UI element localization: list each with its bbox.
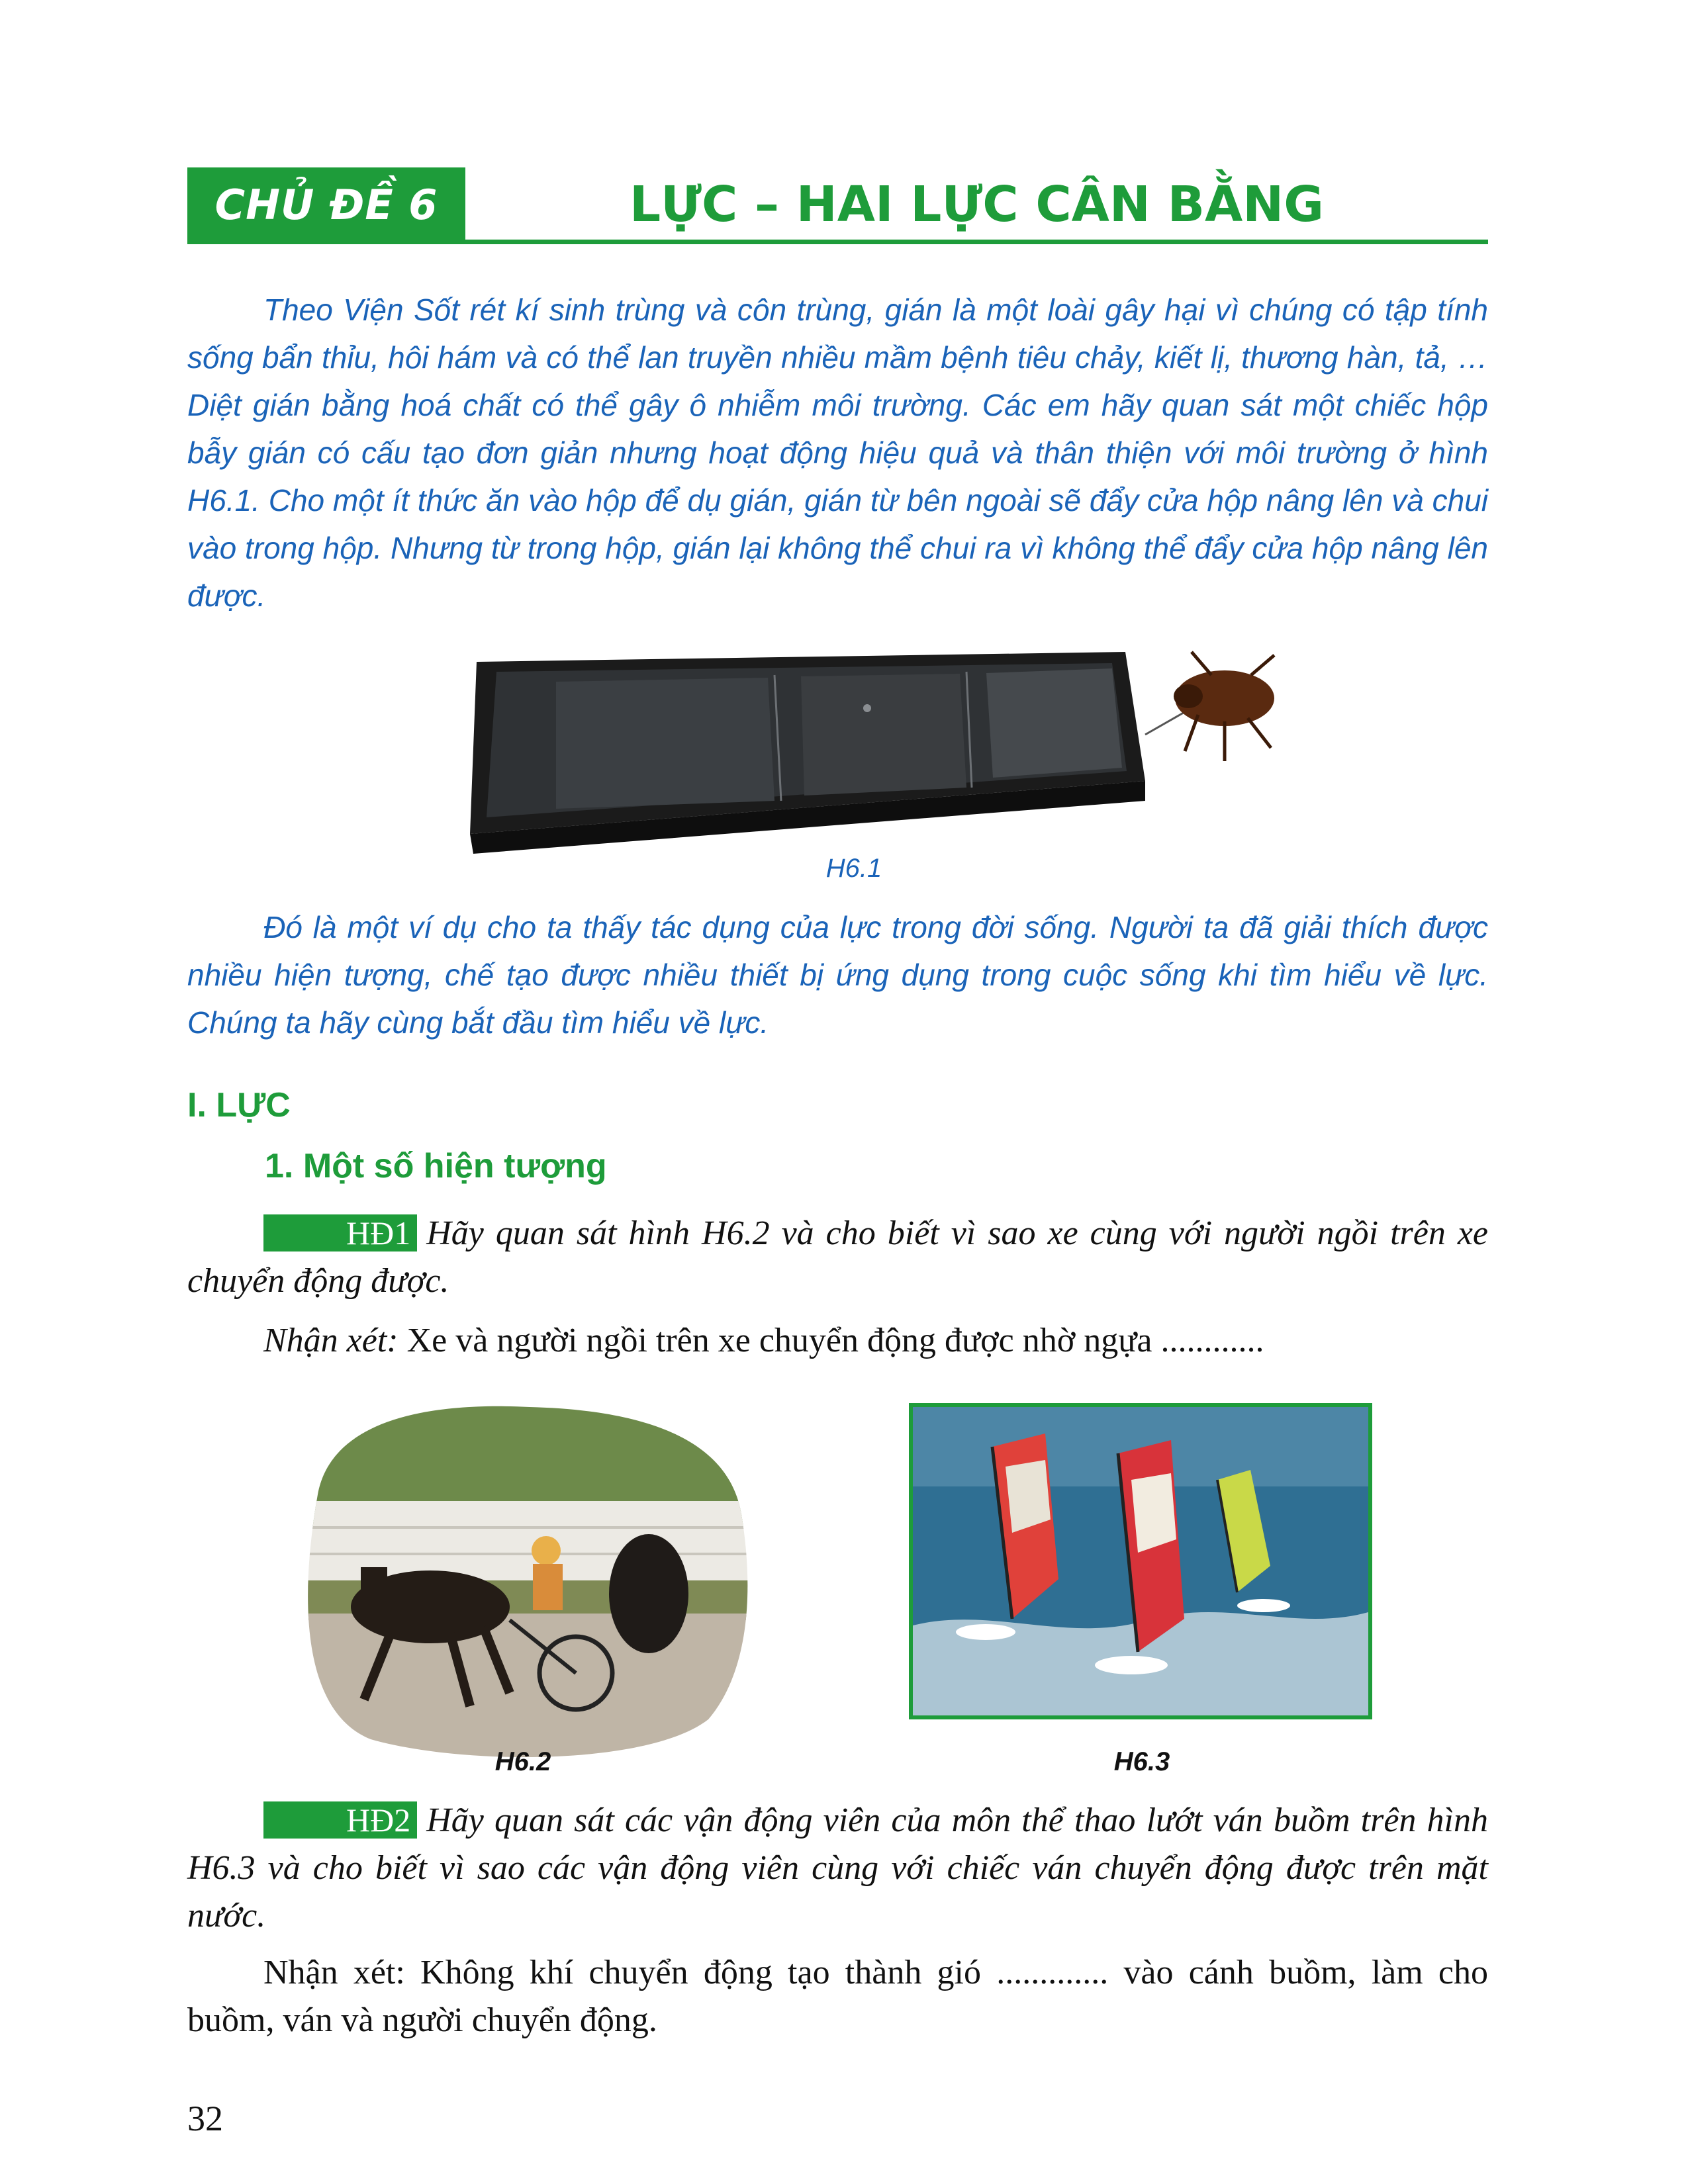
activity-2-text: Hãy quan sát các vận động viên của môn thể thao lướt ván buồm trên hình H6.3 và cho biết vì sao các vận động viên cùng với chiếc ván chuyển động được trên mặt nước. [187,1801,1488,1934]
harness-racing-image [291,1395,755,1766]
activity-1-text: Hãy quan sát hình H6.2 và cho biết vì sao xe cùng với người ngồi trên xe chuyển động được. [187,1214,1488,1300]
figure-caption-h6-2: H6.2 [494,1747,551,1776]
topic-badge: CHỦ ĐỀ 6 [187,167,465,242]
activity-1-remark [263,1317,1488,1365]
title-underline [187,240,1488,244]
subsection-heading: 1. Một số hiện tượng [265,1147,607,1185]
figure-caption-h6-3: H6.3 [1113,1747,1170,1776]
remark-text: Xe và người ngồi trên xe chuyển động được nhờ ngựa ............ [406,1322,1264,1359]
activity-tag-hd1: HĐ1 [263,1214,417,1251]
activity-1-question [187,1210,1488,1305]
cockroach-trap-image [457,635,1291,854]
activity-2-question [187,1797,1488,1940]
windsurfing-image [909,1403,1372,1719]
closing-paragraph: Đó là một ví dụ cho ta thấy tác dụng của lực trong đời sống. Người ta đã giải thích được nhiều hiện tượng, chế tạo được nhiều thiết bị ứng dụng trong cuộc sống khi tìm hiểu về lực. Chúng ta hãy cùng bắt đầu tìm hiểu về lực. [187,910,1488,1040]
activity-tag-hd2: HĐ2 [263,1801,417,1839]
remark-label: Nhận xét: [263,1322,399,1359]
figure-caption-h6-1: H6.1 [825,854,882,883]
intro-paragraph: Theo Viện Sốt rét kí sinh trùng và côn trùng, gián là một loài gây hại vì chúng có tập tính sống bẩn thỉu, hôi hám và có thể lan truyền nhiều mầm bệnh tiêu chảy, kiết lị, thương hàn, tả, … Diệt gián bằng hoá chất có thể gây ô nhiễm môi trường. Các em hãy quan sát một chiếc hộp bẫy gián có cấu tạo đơn giản nhưng hoạt động hiệu quả và thân thiện với môi trường ở hình H6.1. Cho một ít thức ăn vào hộp để dụ gián, gián từ bên ngoài sẽ đẩy cửa hộp nâng lên và chui vào trong hộp. Nhưng từ trong hộp, gián lại không thể chui ra vì không thể đẩy cửa hộp nâng lên được. [187,293,1488,613]
page-title: LỰC – HAI LỰC CÂN BẰNG [630,176,1324,233]
activity-2-remark: Nhận xét: Không khí chuyển động tạo thành gió ............. vào cánh buồm, làm cho buồm, ván và người chuyển động. [187,1954,1488,2039]
page-number: 32 [187,2099,223,2138]
section-heading: I. LỰC [187,1086,291,1124]
